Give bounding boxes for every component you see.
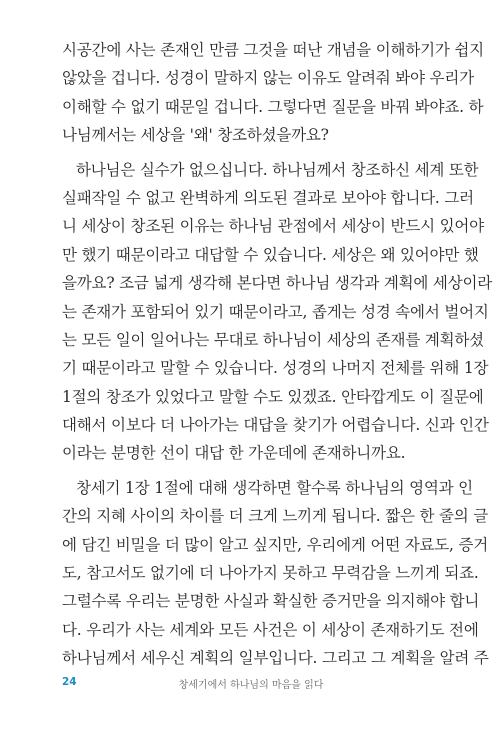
text-line: 니 세상이 창조된 이유는 하나님 관점에서 세상이 반드시 있어야 <box>62 217 484 236</box>
text-line: 도, 참고서도 없기에 더 나아가지 못하고 무력감을 느끼게 되죠. <box>62 564 479 583</box>
text-line: 나님께서는 세상을 '왜' 창조하셨을까요? <box>62 126 329 145</box>
text-line: 기 때문이라고 말할 수 있습니다. 성경의 나머지 전체를 위해 1장 <box>62 359 489 378</box>
text-line: 이라는 분명한 선이 대답 한 가운데에 존재하니까요. <box>62 444 406 463</box>
text-line: 그럴수록 우리는 분명한 사실과 확실한 증거만을 의지해야 합니 <box>62 592 480 611</box>
text-line: 간의 지혜 사이의 차이를 더 크게 느끼게 됩니다. 짧은 한 줄의 글 <box>62 507 489 526</box>
text-line: 창세기 1장 1절에 대해 생각하면 할수록 하나님의 영역과 인 <box>76 478 473 497</box>
paragraph-2 <box>62 156 493 468</box>
paragraph-1 <box>62 36 484 150</box>
text-line: 1절의 창조가 있었다고 말할 수도 있겠죠. 안타깝게도 이 질문에 <box>62 387 484 406</box>
text-line: 하나님은 실수가 없으십니다. 하나님께서 창조하신 세계 또한 <box>76 160 479 179</box>
text-line: 하나님께서 세우신 계획의 일부입니다. 그리고 그 계획을 알려 주 <box>62 649 489 668</box>
text-line: 는 모든 일이 일어나는 무대로 하나님이 세상의 존재를 계획하셨 <box>62 330 484 349</box>
text-line: 대해서 이보다 더 나아가는 대답을 찾기가 어렵습니다. 신과 인간 <box>62 416 489 435</box>
text-line: 않았을 겁니다. 성경이 말하지 않는 이유도 알려줘 봐야 우리가 <box>62 69 474 88</box>
text-line: 에 담긴 비밀을 더 많이 알고 싶지만, 우리에게 어떤 자료도, 증거 <box>62 535 489 554</box>
text-line: 이해할 수 없기 때문일 겁니다. 그렇다면 질문을 바꿔 봐야죠. 하 <box>62 97 484 116</box>
running-title: 창세기에서 하나님의 마음을 읽다 <box>178 680 324 691</box>
text-line: 시공간에 사는 존재인 만큼 그것을 떠난 개념을 이해하기가 쉽지 <box>62 41 484 59</box>
text-line: 을까요? 조금 넓게 생각해 본다면 하나님 생각과 계획에 세상이라 <box>62 274 493 293</box>
page-number: 24 <box>62 676 77 688</box>
text-line: 다. 우리가 사는 세계와 모든 사건은 이 세상이 존재하기도 전에 <box>62 620 479 639</box>
text-line: 만 했기 때문이라고 대답할 수 있습니다. 세상은 왜 있어야만 했 <box>62 245 479 264</box>
body-text <box>62 36 493 673</box>
text-line: 실패작일 수 없고 완벽하게 의도된 결과로 보아야 합니다. 그러 <box>62 188 474 207</box>
paragraph-3 <box>62 474 489 673</box>
text-line: 는 존재가 포함되어 있기 때문이라고, 좁게는 성경 속에서 벌어지 <box>62 302 489 321</box>
page-footer <box>62 676 440 692</box>
